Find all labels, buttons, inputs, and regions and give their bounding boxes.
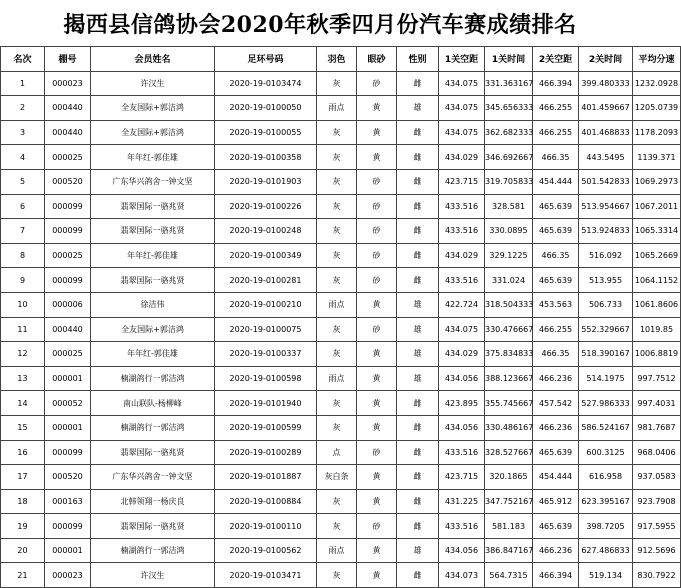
- loft-id-cell: 000163: [45, 489, 91, 514]
- member-name-cell: 年年红-郭佳雄: [91, 145, 215, 170]
- rank-cell: 21: [1, 563, 45, 588]
- eye-sand-cell: 黄: [357, 366, 397, 391]
- table-row: [1, 71, 681, 96]
- rank-cell: 6: [1, 194, 45, 219]
- sex-cell: 雌: [397, 169, 439, 194]
- stage1-time-cell: 581.183: [485, 514, 533, 539]
- loft-id-cell: 000006: [45, 292, 91, 317]
- stage2-time-cell: 519.134: [579, 563, 633, 588]
- stage1-time-cell: 386.847167: [485, 538, 533, 563]
- sex-cell: 雄: [397, 342, 439, 367]
- member-name-cell: 翡翠国际一骆兆贤: [91, 268, 215, 293]
- title-bar: [0, 0, 640, 46]
- ring-number-cell: 2020-19-0100349: [215, 243, 317, 268]
- stage1-time-cell: 328.527667: [485, 440, 533, 465]
- table-row: [1, 440, 681, 465]
- loft-id-cell: 000001: [45, 415, 91, 440]
- stage2-time-cell: 501.542833: [579, 169, 633, 194]
- stage1-time-cell: 564.7315: [485, 563, 533, 588]
- member-name-cell: 翡翠国际一骆兆贤: [91, 194, 215, 219]
- stage2-time-cell: 623.395167: [579, 489, 633, 514]
- stage2-distance-cell: 466.236: [533, 538, 579, 563]
- feather-color-cell: 灰: [317, 243, 357, 268]
- member-name-cell: 翡翠国际一骆兆贤: [91, 514, 215, 539]
- ring-number-cell: 2020-19-0100281: [215, 268, 317, 293]
- stage2-time-cell: 516.092: [579, 243, 633, 268]
- average-speed-cell: 1069.2973: [633, 169, 681, 194]
- header-stage1-time: 1关时间: [485, 47, 533, 72]
- rank-cell: 13: [1, 366, 45, 391]
- stage1-distance-cell: 434.075: [439, 317, 485, 342]
- rank-cell: 1: [1, 71, 45, 96]
- stage2-distance-cell: 466.236: [533, 366, 579, 391]
- table-row: [1, 96, 681, 121]
- rank-cell: 5: [1, 169, 45, 194]
- ring-number-cell: 2020-19-0101903: [215, 169, 317, 194]
- eye-sand-cell: 砂: [357, 317, 397, 342]
- feather-color-cell: 灰: [317, 145, 357, 170]
- stage2-distance-cell: 457.542: [533, 391, 579, 416]
- average-speed-cell: 1065.3314: [633, 219, 681, 244]
- header-stage2-time: 2关时间: [579, 47, 633, 72]
- stage2-distance-cell: 466.236: [533, 415, 579, 440]
- stage1-distance-cell: 434.075: [439, 120, 485, 145]
- stage1-distance-cell: 434.056: [439, 366, 485, 391]
- average-speed-cell: 968.0406: [633, 440, 681, 465]
- member-name-cell: 楠湖鸽行一郭洁鸿: [91, 366, 215, 391]
- feather-color-cell: 灰: [317, 514, 357, 539]
- eye-sand-cell: 砂: [357, 243, 397, 268]
- stage1-distance-cell: 434.073: [439, 563, 485, 588]
- stage2-time-cell: 513.954667: [579, 194, 633, 219]
- sex-cell: 雄: [397, 317, 439, 342]
- sex-cell: 雌: [397, 391, 439, 416]
- sex-cell: 雌: [397, 489, 439, 514]
- sex-cell: 雌: [397, 194, 439, 219]
- stage2-distance-cell: 454.444: [533, 465, 579, 490]
- stage2-distance-cell: 453.563: [533, 292, 579, 317]
- sex-cell: 雌: [397, 120, 439, 145]
- average-speed-cell: 1064.1152: [633, 268, 681, 293]
- stage1-distance-cell: 434.075: [439, 96, 485, 121]
- loft-id-cell: 000099: [45, 219, 91, 244]
- ring-number-cell: 2020-19-0100055: [215, 120, 317, 145]
- stage2-distance-cell: 466.255: [533, 317, 579, 342]
- loft-id-cell: 000023: [45, 71, 91, 96]
- stage1-distance-cell: 433.516: [439, 194, 485, 219]
- feather-color-cell: 灰白条: [317, 465, 357, 490]
- eye-sand-cell: 黄: [357, 96, 397, 121]
- sex-cell: 雌: [397, 440, 439, 465]
- rank-cell: 10: [1, 292, 45, 317]
- stage2-time-cell: 600.3125: [579, 440, 633, 465]
- average-speed-cell: 912.5696: [633, 538, 681, 563]
- table-row: [1, 366, 681, 391]
- table-row: [1, 317, 681, 342]
- loft-id-cell: 000025: [45, 342, 91, 367]
- rank-cell: 18: [1, 489, 45, 514]
- stage2-time-cell: 514.1975: [579, 366, 633, 391]
- stage1-time-cell: 345.656333: [485, 96, 533, 121]
- rank-cell: 17: [1, 465, 45, 490]
- sex-cell: 雌: [397, 219, 439, 244]
- member-name-cell: 全友国际+郭洁鸿: [91, 96, 215, 121]
- stage2-distance-cell: 465.639: [533, 268, 579, 293]
- loft-id-cell: 000440: [45, 317, 91, 342]
- stage2-distance-cell: 465.639: [533, 514, 579, 539]
- stage2-time-cell: 401.468833: [579, 120, 633, 145]
- stage2-time-cell: 627.486833: [579, 538, 633, 563]
- feather-color-cell: 灰: [317, 71, 357, 96]
- average-speed-cell: 923.7908: [633, 489, 681, 514]
- feather-color-cell: 雨点: [317, 292, 357, 317]
- stage1-time-cell: 347.752167: [485, 489, 533, 514]
- member-name-cell: 年年红-郭佳雄: [91, 342, 215, 367]
- ring-number-cell: 2020-19-0100598: [215, 366, 317, 391]
- average-speed-cell: 1205.0739: [633, 96, 681, 121]
- sex-cell: 雄: [397, 96, 439, 121]
- sex-cell: 雄: [397, 538, 439, 563]
- loft-id-cell: 000099: [45, 194, 91, 219]
- header-ring-number: 足环号码: [215, 47, 317, 72]
- ring-number-cell: 2020-19-0100884: [215, 489, 317, 514]
- results-table: [0, 46, 681, 588]
- member-name-cell: 徐洁伟: [91, 292, 215, 317]
- loft-id-cell: 000440: [45, 120, 91, 145]
- ring-number-cell: 2020-19-0103471: [215, 563, 317, 588]
- stage2-time-cell: 586.524167: [579, 415, 633, 440]
- loft-id-cell: 000520: [45, 169, 91, 194]
- stage1-distance-cell: 423.715: [439, 169, 485, 194]
- stage2-time-cell: 518.390167: [579, 342, 633, 367]
- rank-cell: 4: [1, 145, 45, 170]
- ring-number-cell: 2020-19-0100562: [215, 538, 317, 563]
- stage2-time-cell: 513.924833: [579, 219, 633, 244]
- stage2-distance-cell: 466.394: [533, 71, 579, 96]
- stage1-time-cell: 328.581: [485, 194, 533, 219]
- feather-color-cell: 雨点: [317, 96, 357, 121]
- rank-cell: 11: [1, 317, 45, 342]
- table-row: [1, 243, 681, 268]
- member-name-cell: 楠湖鸽行一郭洁鸿: [91, 415, 215, 440]
- eye-sand-cell: 黄: [357, 391, 397, 416]
- ring-number-cell: 2020-19-0100289: [215, 440, 317, 465]
- loft-id-cell: 000001: [45, 538, 91, 563]
- stage1-time-cell: 331.363167: [485, 71, 533, 96]
- rank-cell: 9: [1, 268, 45, 293]
- rank-cell: 14: [1, 391, 45, 416]
- stage2-distance-cell: 466.394: [533, 563, 579, 588]
- average-speed-cell: 937.0583: [633, 465, 681, 490]
- stage1-time-cell: 362.682333: [485, 120, 533, 145]
- stage2-distance-cell: 466.255: [533, 96, 579, 121]
- stage2-time-cell: 398.7205: [579, 514, 633, 539]
- feather-color-cell: 雨点: [317, 538, 357, 563]
- eye-sand-cell: 黄: [357, 538, 397, 563]
- stage1-distance-cell: 434.029: [439, 243, 485, 268]
- stage1-distance-cell: 434.029: [439, 342, 485, 367]
- table-row: [1, 342, 681, 367]
- member-name-cell: 全友国际+郭洁鸿: [91, 120, 215, 145]
- ring-number-cell: 2020-19-0101887: [215, 465, 317, 490]
- loft-id-cell: 000023: [45, 563, 91, 588]
- feather-color-cell: 灰: [317, 489, 357, 514]
- header-loft-id: 棚号: [45, 47, 91, 72]
- table-row: [1, 489, 681, 514]
- header-feather-color: 羽色: [317, 47, 357, 72]
- stage1-distance-cell: 422.724: [439, 292, 485, 317]
- stage1-distance-cell: 434.029: [439, 145, 485, 170]
- table-row: [1, 268, 681, 293]
- ring-number-cell: 2020-19-0100210: [215, 292, 317, 317]
- ring-number-cell: 2020-19-0100337: [215, 342, 317, 367]
- member-name-cell: 楠湖鸽行一郭洁鸿: [91, 538, 215, 563]
- table-row: [1, 391, 681, 416]
- ring-number-cell: 2020-19-0100599: [215, 415, 317, 440]
- eye-sand-cell: 砂: [357, 268, 397, 293]
- average-speed-cell: 1006.8819: [633, 342, 681, 367]
- stage1-time-cell: 330.486167: [485, 415, 533, 440]
- rank-cell: 2: [1, 96, 45, 121]
- member-name-cell: 广东华兴鸽舍一钟文坚: [91, 169, 215, 194]
- stage1-distance-cell: 423.715: [439, 465, 485, 490]
- sex-cell: 雌: [397, 465, 439, 490]
- table-row: [1, 563, 681, 588]
- stage1-distance-cell: 433.516: [439, 514, 485, 539]
- average-speed-cell: 1178.2093: [633, 120, 681, 145]
- sex-cell: 雄: [397, 292, 439, 317]
- stage2-distance-cell: 454.444: [533, 169, 579, 194]
- loft-id-cell: 000440: [45, 96, 91, 121]
- stage1-time-cell: 319.705833: [485, 169, 533, 194]
- average-speed-cell: 1232.0928: [633, 71, 681, 96]
- eye-sand-cell: 砂: [357, 71, 397, 96]
- header-stage1-distance: 1关空距: [439, 47, 485, 72]
- eye-sand-cell: 砂: [357, 219, 397, 244]
- page-title: 揭西县信鸽协会2020年秋季四月份汽车赛成绩排名: [63, 11, 577, 38]
- member-name-cell: 年年红-郭佳雄: [91, 243, 215, 268]
- loft-id-cell: 000001: [45, 366, 91, 391]
- sex-cell: 雌: [397, 145, 439, 170]
- stage2-time-cell: 552.329667: [579, 317, 633, 342]
- stage2-distance-cell: 465.912: [533, 489, 579, 514]
- ring-number-cell: 2020-19-0100358: [215, 145, 317, 170]
- eye-sand-cell: 黄: [357, 342, 397, 367]
- ring-number-cell: 2020-19-0100050: [215, 96, 317, 121]
- rank-cell: 16: [1, 440, 45, 465]
- stage2-time-cell: 616.958: [579, 465, 633, 490]
- member-name-cell: 北韩领翔一杨庆良: [91, 489, 215, 514]
- eye-sand-cell: 砂: [357, 514, 397, 539]
- stage1-time-cell: 329.1225: [485, 243, 533, 268]
- stage1-distance-cell: 423.895: [439, 391, 485, 416]
- feather-color-cell: 灰: [317, 317, 357, 342]
- eye-sand-cell: 黄: [357, 415, 397, 440]
- sex-cell: 雌: [397, 243, 439, 268]
- average-speed-cell: 917.5955: [633, 514, 681, 539]
- table-row: [1, 538, 681, 563]
- stage1-distance-cell: 433.516: [439, 268, 485, 293]
- ring-number-cell: 2020-19-0100110: [215, 514, 317, 539]
- stage1-time-cell: 388.123667: [485, 366, 533, 391]
- header-rank: 名次: [1, 47, 45, 72]
- feather-color-cell: 灰: [317, 342, 357, 367]
- stage1-time-cell: 330.0895: [485, 219, 533, 244]
- average-speed-cell: 997.4031: [633, 391, 681, 416]
- header-average-speed: 平均分速: [633, 47, 681, 72]
- loft-id-cell: 000520: [45, 465, 91, 490]
- stage2-distance-cell: 466.35: [533, 145, 579, 170]
- member-name-cell: 翡翠国际一骆兆贤: [91, 219, 215, 244]
- table-row: [1, 145, 681, 170]
- stage1-distance-cell: 431.225: [439, 489, 485, 514]
- sex-cell: 雄: [397, 366, 439, 391]
- loft-id-cell: 000099: [45, 514, 91, 539]
- stage1-time-cell: 320.1865: [485, 465, 533, 490]
- rank-cell: 19: [1, 514, 45, 539]
- feather-color-cell: 灰: [317, 391, 357, 416]
- feather-color-cell: 灰: [317, 219, 357, 244]
- feather-color-cell: 点: [317, 440, 357, 465]
- rank-cell: 8: [1, 243, 45, 268]
- average-speed-cell: 1065.2669: [633, 243, 681, 268]
- ring-number-cell: 2020-19-0100226: [215, 194, 317, 219]
- stage2-distance-cell: 465.639: [533, 219, 579, 244]
- rank-cell: 20: [1, 538, 45, 563]
- ring-number-cell: 2020-19-0103474: [215, 71, 317, 96]
- eye-sand-cell: 黄: [357, 465, 397, 490]
- stage2-time-cell: 527.986333: [579, 391, 633, 416]
- sex-cell: 雌: [397, 268, 439, 293]
- table-row: [1, 415, 681, 440]
- stage2-time-cell: 513.955: [579, 268, 633, 293]
- eye-sand-cell: 砂: [357, 169, 397, 194]
- sex-cell: 雌: [397, 514, 439, 539]
- rank-cell: 3: [1, 120, 45, 145]
- feather-color-cell: 灰: [317, 120, 357, 145]
- member-name-cell: 南山联队-杨柳峰: [91, 391, 215, 416]
- eye-sand-cell: 砂: [357, 194, 397, 219]
- feather-color-cell: 灰: [317, 268, 357, 293]
- member-name-cell: 翡翠国际一骆兆贤: [91, 440, 215, 465]
- eye-sand-cell: 黄: [357, 489, 397, 514]
- stage1-time-cell: 318.504333: [485, 292, 533, 317]
- stage2-distance-cell: 465.639: [533, 194, 579, 219]
- table-row: [1, 120, 681, 145]
- header-member-name: 会员姓名: [91, 47, 215, 72]
- average-speed-cell: 1061.8606: [633, 292, 681, 317]
- average-speed-cell: 1139.371: [633, 145, 681, 170]
- eye-sand-cell: 砂: [357, 440, 397, 465]
- ring-number-cell: 2020-19-0100075: [215, 317, 317, 342]
- member-name-cell: 许汉生: [91, 71, 215, 96]
- stage2-time-cell: 443.5495: [579, 145, 633, 170]
- eye-sand-cell: 黄: [357, 292, 397, 317]
- stage1-time-cell: 331.024: [485, 268, 533, 293]
- table-row: [1, 514, 681, 539]
- stage2-time-cell: 506.733: [579, 292, 633, 317]
- sex-cell: 雌: [397, 71, 439, 96]
- header-eye-sand: 眼砂: [357, 47, 397, 72]
- stage1-distance-cell: 434.056: [439, 538, 485, 563]
- feather-color-cell: 雨点: [317, 366, 357, 391]
- feather-color-cell: 灰: [317, 169, 357, 194]
- sex-cell: 雌: [397, 563, 439, 588]
- stage1-time-cell: 330.476667: [485, 317, 533, 342]
- header-stage2-distance: 2关空距: [533, 47, 579, 72]
- table-row: [1, 292, 681, 317]
- eye-sand-cell: 黄: [357, 563, 397, 588]
- member-name-cell: 广东华兴鸽舍一钟文坚: [91, 465, 215, 490]
- average-speed-cell: 830.7922: [633, 563, 681, 588]
- member-name-cell: 许汉生: [91, 563, 215, 588]
- stage2-time-cell: 401.459667: [579, 96, 633, 121]
- table-row: [1, 219, 681, 244]
- ring-number-cell: 2020-19-0100248: [215, 219, 317, 244]
- ring-number-cell: 2020-19-0101940: [215, 391, 317, 416]
- loft-id-cell: 000025: [45, 145, 91, 170]
- stage2-time-cell: 399.480333: [579, 71, 633, 96]
- stage1-distance-cell: 434.075: [439, 71, 485, 96]
- eye-sand-cell: 黄: [357, 120, 397, 145]
- feather-color-cell: 灰: [317, 415, 357, 440]
- loft-id-cell: 000099: [45, 268, 91, 293]
- stage1-distance-cell: 434.056: [439, 415, 485, 440]
- sex-cell: 雌: [397, 415, 439, 440]
- table-row: [1, 169, 681, 194]
- stage1-time-cell: 355.745667: [485, 391, 533, 416]
- stage1-distance-cell: 433.516: [439, 440, 485, 465]
- rank-cell: 15: [1, 415, 45, 440]
- average-speed-cell: 1019.85: [633, 317, 681, 342]
- stage2-distance-cell: 466.35: [533, 243, 579, 268]
- stage1-time-cell: 375.834833: [485, 342, 533, 367]
- average-speed-cell: 997.7512: [633, 366, 681, 391]
- rank-cell: 12: [1, 342, 45, 367]
- feather-color-cell: 灰: [317, 563, 357, 588]
- table-row: [1, 194, 681, 219]
- stage2-distance-cell: 466.255: [533, 120, 579, 145]
- stage1-time-cell: 346.692667: [485, 145, 533, 170]
- loft-id-cell: 000025: [45, 243, 91, 268]
- header-sex: 性别: [397, 47, 439, 72]
- average-speed-cell: 981.7687: [633, 415, 681, 440]
- stage2-distance-cell: 466.35: [533, 342, 579, 367]
- feather-color-cell: 灰: [317, 194, 357, 219]
- loft-id-cell: 000052: [45, 391, 91, 416]
- stage2-distance-cell: 465.639: [533, 440, 579, 465]
- loft-id-cell: 000099: [45, 440, 91, 465]
- member-name-cell: 全友国际+郭洁鸿: [91, 317, 215, 342]
- header-row: [1, 47, 681, 72]
- eye-sand-cell: 黄: [357, 145, 397, 170]
- average-speed-cell: 1067.2011: [633, 194, 681, 219]
- stage1-distance-cell: 433.516: [439, 219, 485, 244]
- rank-cell: 7: [1, 219, 45, 244]
- table-row: [1, 465, 681, 490]
